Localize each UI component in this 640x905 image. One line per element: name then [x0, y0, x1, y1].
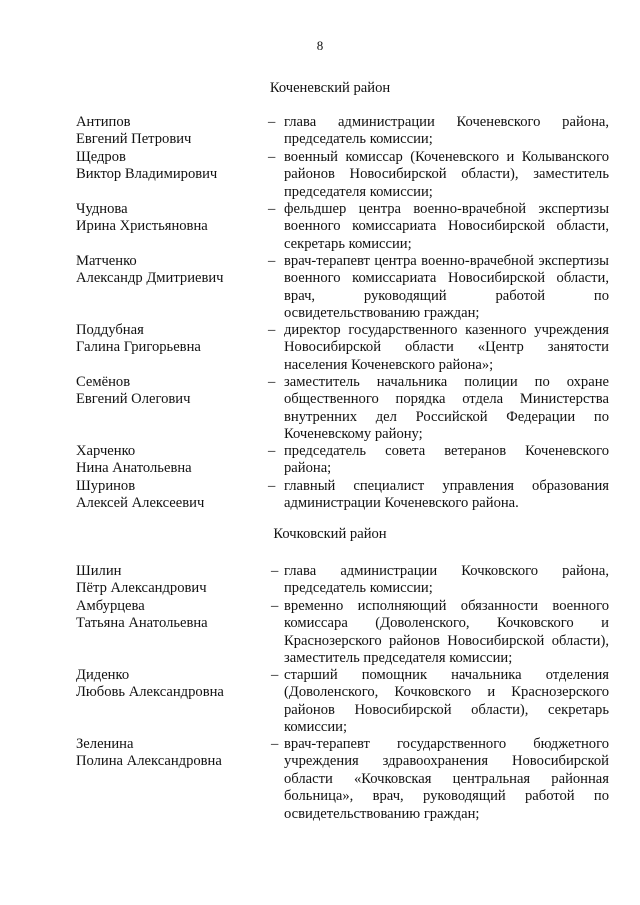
member-name: Щедров Виктор Владимирович: [76, 149, 218, 183]
member-name: Диденко Любовь Александровна: [76, 667, 224, 701]
member-role: председатель совета ветеранов Коченевского района;: [284, 443, 609, 477]
member-role: заместитель начальника полиции по охране общественного порядка отдела Министерства внутренних дел Российской Федерации по Коченевскому району;: [284, 374, 609, 443]
member-role: врач-терапевт государственного бюджетного учреждения здравоохранения Новосибирской области «Кочковская центральная районная больница», врач, руководящий работой по освидетельствованию граждан;: [284, 736, 609, 822]
dash: –: [268, 322, 276, 338]
member-name: Шилин Пётр Александрович: [76, 563, 207, 597]
dash: –: [268, 201, 276, 217]
section-title-kochkovsky: Кочковский район: [273, 526, 387, 542]
dash: –: [268, 149, 276, 165]
member-role: главный специалист управления образования администрации Коченевского района.: [284, 478, 609, 512]
dash: –: [271, 563, 279, 579]
dash: –: [271, 598, 279, 614]
dash: –: [268, 374, 276, 390]
section-title-kochenevsky: Коченевский район: [269, 80, 391, 96]
member-name: Матченко Александр Дмитриевич: [76, 253, 224, 287]
member-name: Шуринов Алексей Алексеевич: [76, 478, 205, 512]
member-name: Антипов Евгений Петрович: [76, 114, 192, 148]
member-role: врач-терапевт центра военно-врачебной экспертизы военного комиссариата Новосибирской области, врач, руководящий работой по освидетельствованию граждан;: [284, 253, 609, 322]
dash: –: [268, 443, 276, 459]
dash: –: [271, 667, 279, 683]
member-name: Семёнов Евгений Олегович: [76, 374, 191, 408]
member-role: глава администрации Коченевского района, председатель комиссии;: [284, 114, 609, 148]
member-role: глава администрации Кочковского района, председатель комиссии;: [284, 563, 609, 597]
dash: –: [268, 114, 276, 130]
page-number: 8: [316, 38, 324, 53]
dash: –: [268, 253, 276, 269]
member-role: временно исполняющий обязанности военного комиссара (Доволенского, Кочковского и Краснозерского районов Новосибирской области), заместитель председателя комиссии;: [284, 598, 609, 667]
member-name: Зеленина Полина Александровна: [76, 736, 222, 770]
dash: –: [268, 478, 276, 494]
member-role: старший помощник начальника отделения (Доволенского, Кочковского и Краснозерского районов Новосибирской области), секретарь комиссии;: [284, 667, 609, 736]
member-name: Поддубная Галина Григорьевна: [76, 322, 201, 356]
member-role: военный комиссар (Коченевского и Колыванского районов Новосибирской области), заместитель председателя комиссии;: [284, 149, 609, 200]
member-name: Амбурцева Татьяна Анатольевна: [76, 598, 208, 632]
dash: –: [271, 736, 279, 752]
member-name: Харченко Нина Анатольевна: [76, 443, 192, 477]
member-name: Чуднова Ирина Христьяновна: [76, 201, 208, 235]
member-role: фельдшер центра военно-врачебной экспертизы военного комиссариата Новосибирской области, секретарь комиссии;: [284, 201, 609, 252]
member-role: директор государственного казенного учреждения Новосибирской области «Центр занятости населения Коченевского района»;: [284, 322, 609, 373]
